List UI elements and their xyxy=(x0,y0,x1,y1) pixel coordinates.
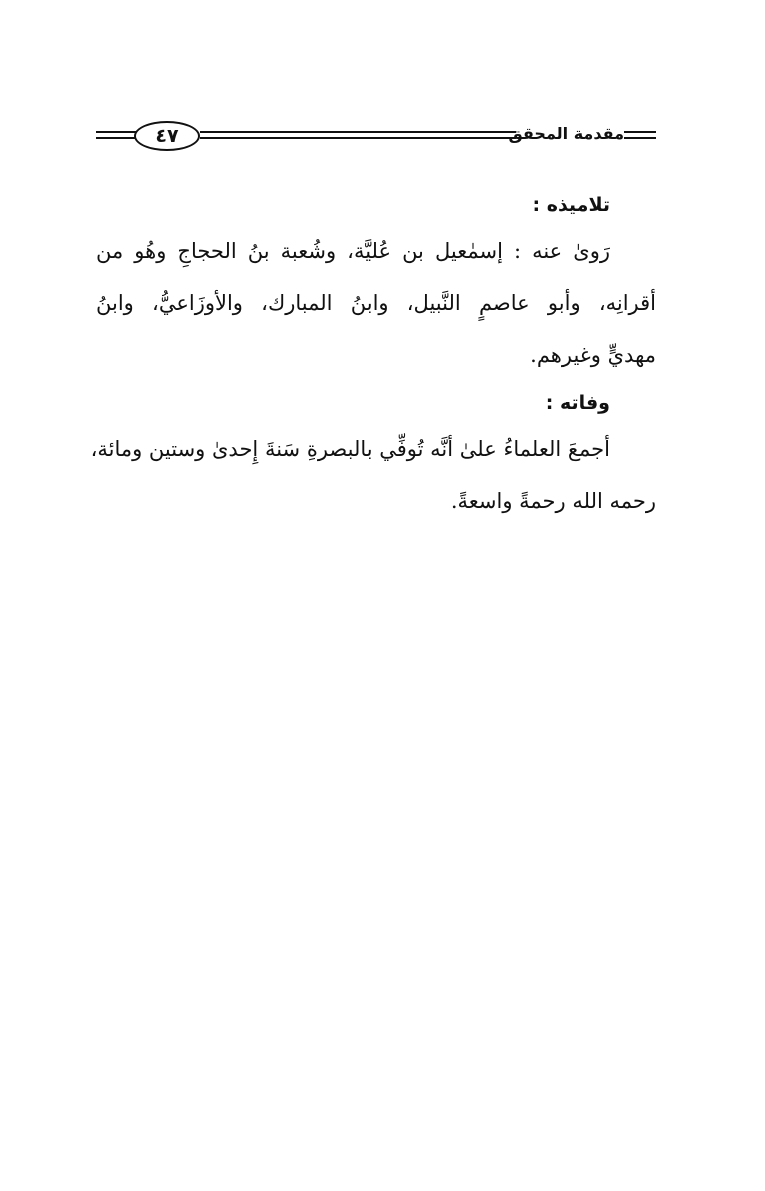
header-rule xyxy=(624,131,656,133)
paragraph-students xyxy=(96,225,656,381)
text-line: أقرانِه، وأبو عاصمٍ النَّبيل، وابنُ المبارك، والأوزَاعيُّ، وابنُ xyxy=(96,291,656,315)
page-body xyxy=(90,185,656,527)
text-line: رَوىٰ عنه : إسمٰعيل بن عُليَّة، وشُعبة بنُ الحجاجِ وهُو من xyxy=(96,239,610,263)
page-number: ٤٧ xyxy=(155,124,179,147)
paragraph-death xyxy=(90,423,656,527)
running-header xyxy=(96,118,656,158)
text-line: رحمه الله رحمةً واسعةً. xyxy=(450,489,656,513)
section-heading-death: وفاته : xyxy=(545,392,610,414)
header-rule xyxy=(96,137,136,139)
text-line: أجمعَ العلماءُ علىٰ أنَّه تُوفِّي بالبصرةِ سَنةَ إِحدىٰ وستين ومائة، xyxy=(90,437,610,461)
section-heading-students: تلاميذه : xyxy=(532,194,610,216)
header-rule xyxy=(200,131,516,133)
running-title: مقدمة المحقق xyxy=(508,124,624,143)
header-rule xyxy=(624,137,656,139)
header-rule xyxy=(96,131,136,133)
header-rule xyxy=(200,137,516,139)
text-line: مهديٍّ وغيرهم. xyxy=(530,343,656,367)
page-number-badge xyxy=(134,121,200,151)
